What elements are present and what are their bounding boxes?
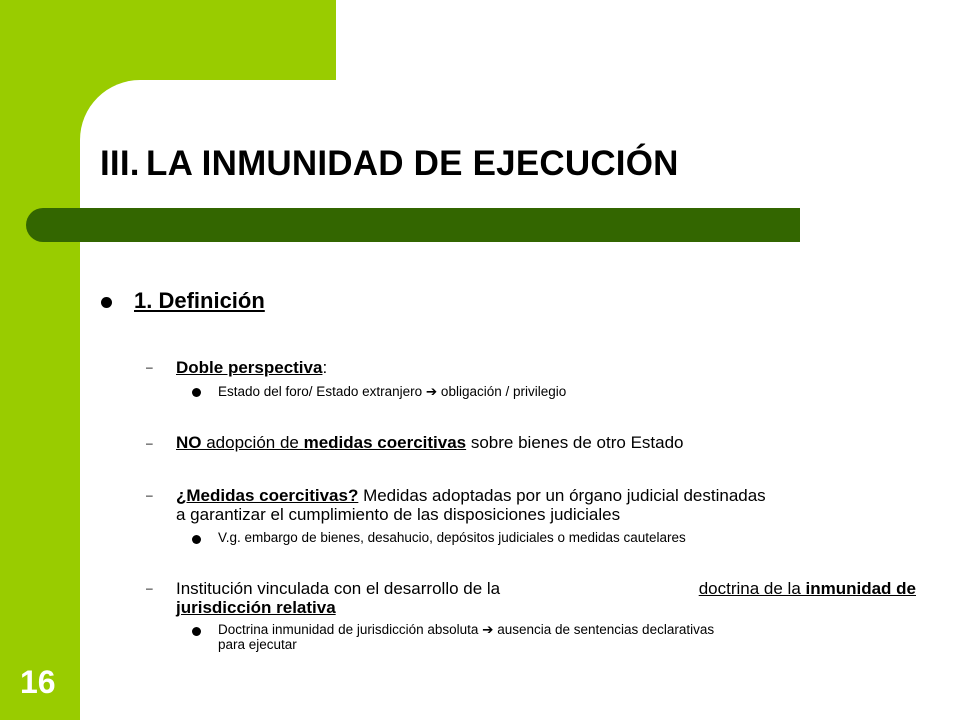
item-doble-perspectiva <box>176 358 327 377</box>
institucion-sub1: Doctrina inmunidad de jurisdicción absoluta ➔ ausencia de sentencias declarativas <box>218 622 715 637</box>
doble-suffix: : <box>322 358 328 377</box>
inmunidad-label: inmunidad de <box>805 579 916 598</box>
medidas-text2: a garantizar el cumplimiento de las disposiciones judiciales <box>176 505 621 524</box>
slide-number: 16 <box>20 664 56 700</box>
no-label: NO <box>176 433 202 452</box>
doble-label: Doble perspectiva <box>176 358 323 377</box>
bullet-icon <box>192 388 201 397</box>
doctrina-label: doctrina de la <box>698 579 806 598</box>
item-no-adopcion <box>176 433 684 452</box>
left-accent-band <box>0 0 80 720</box>
title-number: III. <box>100 144 140 183</box>
institucion-sub2: para ejecutar <box>218 637 297 652</box>
title-underline-bar <box>26 208 800 242</box>
dash-icon: – <box>146 360 153 374</box>
institucion-text1: Institución vinculada con el desarrollo de la <box>176 579 501 598</box>
institucion-sub <box>218 622 917 652</box>
item-institucion <box>176 579 916 617</box>
medidas-label: medidas coercitivas <box>303 433 467 452</box>
slide-title <box>100 144 679 184</box>
jurisdiccion-relativa: jurisdicción relativa <box>176 598 336 617</box>
title-text: LA INMUNIDAD DE EJECUCIÓN <box>146 144 679 183</box>
institucion-line1 <box>176 579 916 598</box>
bullet-icon <box>192 535 201 544</box>
bullet-icon <box>192 627 201 636</box>
medidas-text1: Medidas adoptadas por un órgano judicial destinadas <box>358 486 766 505</box>
doble-sub: Estado del foro/ Estado extranjero ➔ obligación / privilegio <box>218 384 567 399</box>
medidas-sub: V.g. embargo de bienes, desahucio, depósitos judiciales o medidas cautelares <box>218 530 686 545</box>
item-medidas <box>176 486 916 524</box>
no-text1: adopción de <box>201 433 304 452</box>
dash-icon: – <box>146 436 153 450</box>
bullet-icon <box>101 297 112 308</box>
rounded-corner-accent <box>80 80 140 140</box>
top-accent-band <box>0 0 336 80</box>
medidas-question: ¿Medidas coercitivas? <box>176 486 359 505</box>
dash-icon: – <box>146 488 153 502</box>
no-text2: sobre bienes de otro Estado <box>466 433 684 452</box>
section-heading: 1. Definición <box>134 288 265 313</box>
dash-icon: – <box>146 581 153 595</box>
